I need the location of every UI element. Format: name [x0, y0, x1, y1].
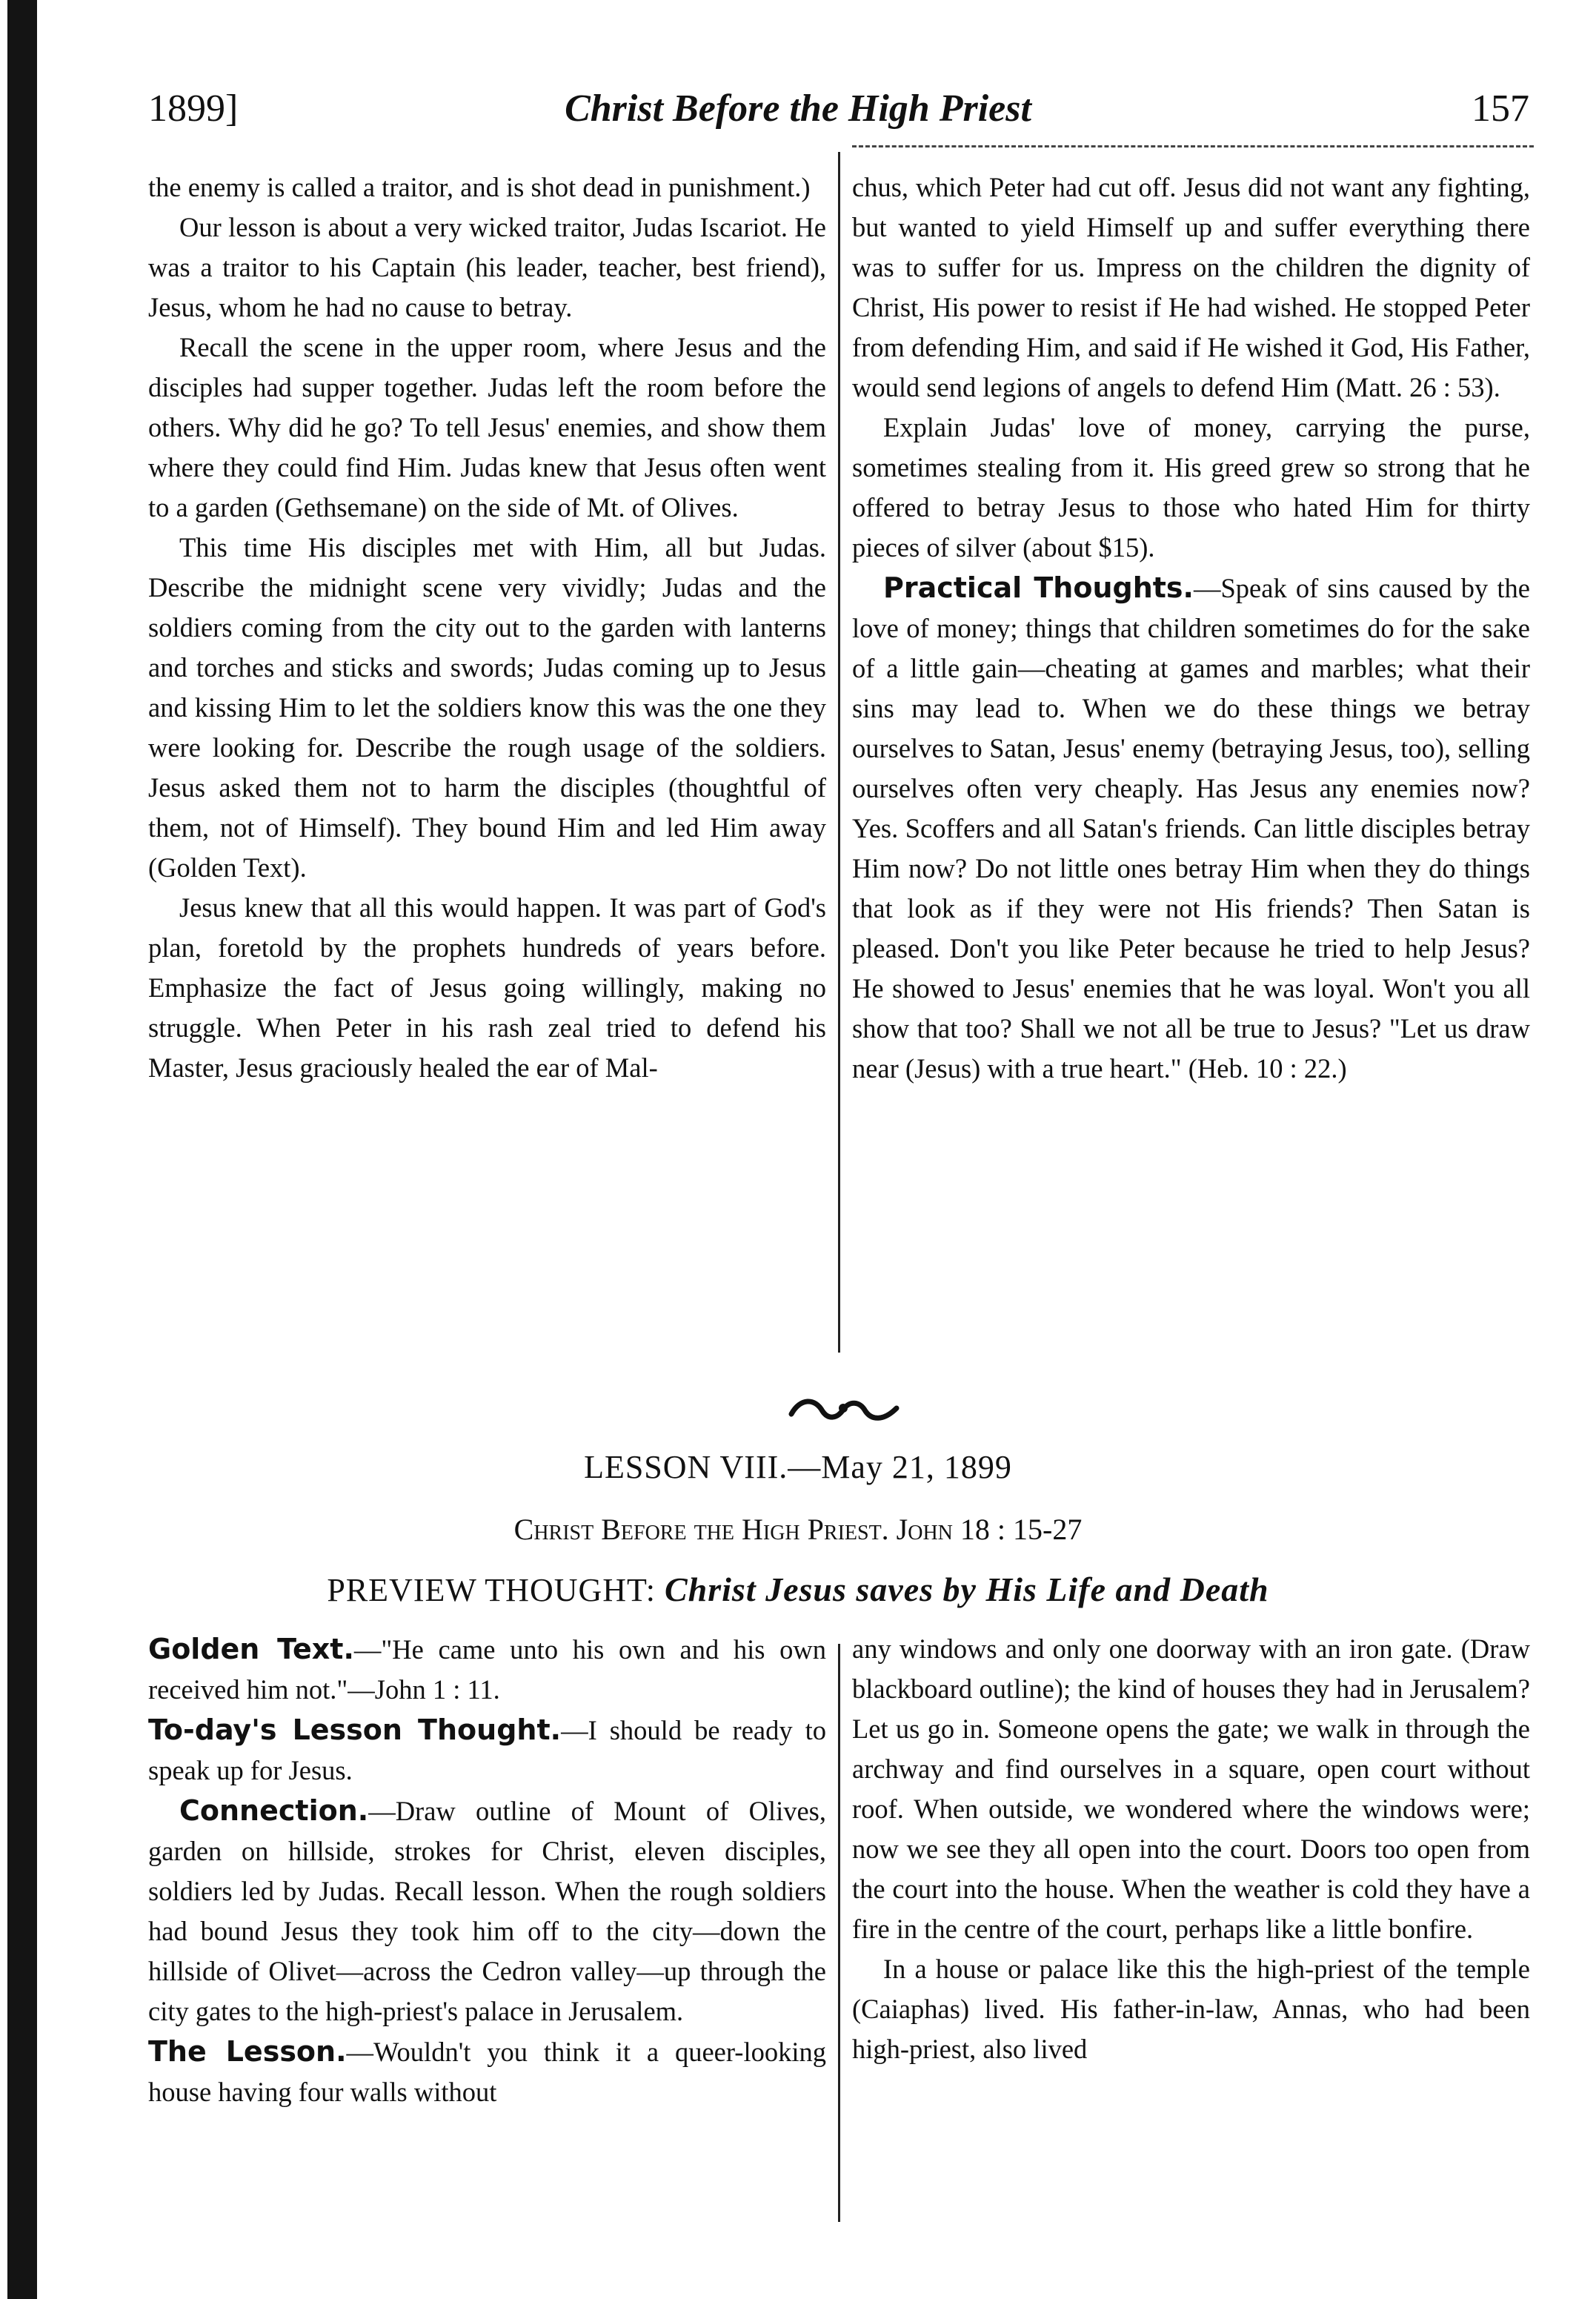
running-header-year: 1899] [148, 87, 239, 130]
paragraph: Our lesson is about a very wicked traitor, Judas Iscariot. He was a traitor to his Captain (his leader, teacher, best friend), Jesus, whom he had no cause to betray. [148, 212, 826, 322]
section-text: —Draw outline of Mount of Olives, garden on hillside, strokes for Christ, eleven disciples, soldiers led by Judas. Recall lesson. When the rough soldiers had bound Jesus they took him off to the city—down the hillside of Olivet—across the Cedron valley—up through the city gates to the high-priest's palace in Jerusalem. [148, 1796, 826, 2026]
paragraph: Explain Judas' love of money, carrying the purse, sometimes stealing from it. His greed grew so strong that he offered to betray Jesus to those who hated Him for thirty pieces of silver (about $15). [852, 412, 1530, 563]
paragraph [148, 1791, 826, 2031]
section-heading: To-day's Lesson Thought. [148, 1714, 562, 1746]
section-text: —Speak of sins caused by the love of money; things that children sometimes do for the sake of a little gain—cheating at games and marbles; what their sins may lead to. When we do these things we betray ourselves to Satan, Jesus' enemy (betraying Jesus, too), selling ourselves often very cheaply. Has Jesus any enemies now? Yes. Scoffers and all Satan's friends. Can little disciples betray Him now? Do not little ones betray Him when they do things that look as if they were not His friends? Then Satan is pleased. Don't you like Peter because he tried to help Jesus? He showed to Jesus' enemies that he was loyal. Won't you all show that too? Shall we not all be true to Jesus? "Let us draw near (Jesus) with a true heart." (Heb. 10 : 22.) [852, 573, 1530, 1084]
section-text: —I should be ready to speak up for Jesus. [148, 1715, 827, 1785]
section-text: —"He came unto his own and his own received him not."—John 1 : 11. [148, 1634, 827, 1705]
paragraph: In a house or palace like this the high-priest of the temple (Caiaphas) lived. His father-in-law, Annas, who had been high-priest, also lived [852, 1954, 1530, 2064]
paragraph: Jesus knew that all this would happen. It was part of God's plan, foretold by the prophets hundreds of years before. Emphasize the fact of Jesus going willingly, making no struggle. When Peter in his rash zeal tried to defend his Master, Jesus graciously healed the ear of Mal- [148, 892, 826, 1083]
lower-right-column [852, 1629, 1530, 2069]
paragraph [148, 1710, 826, 1791]
section-text: —Wouldn't you think it a queer-looking house having four walls without [148, 2037, 826, 2107]
section-heading: Connection. [179, 1794, 369, 1827]
paragraph: the enemy is called a traitor, and is shot dead in punishment.) [148, 172, 811, 202]
column-divider-upper [838, 152, 840, 1353]
preview-text: Christ Jesus saves by His Life and Death [664, 1570, 1269, 1608]
header-rule [852, 145, 1534, 147]
section-heading: Golden Text. [148, 1633, 354, 1665]
paragraph: This time His disciples met with Him, all but Judas. Describe the midnight scene very vividly; Judas and the soldiers coming from the city out to the garden with lanterns and torches and sticks and swords; Judas coming up to Jesus and kissing Him to let the soldiers know this was the one they were looking for. Describe the rough usage of the soldiers. Jesus asked them not to harm the disciples (thoughtful of them, not of Himself). They bound Him and led Him away (Golden Text). [148, 532, 826, 883]
upper-right-column [852, 167, 1530, 1089]
paragraph [148, 2031, 826, 2112]
running-header-title: Christ Before the High Priest [565, 87, 1031, 130]
ornament-divider-icon [785, 1392, 904, 1429]
preview-thought [0, 1565, 1596, 1615]
section-heading: Practical Thoughts. [883, 571, 1194, 604]
paragraph: any windows and only one doorway with an iron gate. (Draw blackboard outline); the kind of houses they had in Jerusalem? Let us go in. Someone opens the gate; we walk in through the archway and find ourselves in a square, open court without roof. When outside, we wondered where the windows were; now we see they all open into the court. Doors too open from the court into the house. When the weather is cold they have a fire in the centre of the court, perhaps like a little bonfire. [852, 1633, 1530, 1944]
book-binding-edge [7, 0, 37, 2299]
page-number: 157 [1472, 87, 1529, 130]
lower-left-column [148, 1629, 826, 2112]
paragraph [852, 568, 1530, 1089]
preview-label: PREVIEW THOUGHT: [327, 1572, 656, 1608]
lesson-title: LESSON VIII.—May 21, 1899 [584, 1449, 1012, 1485]
column-divider-lower [838, 1644, 840, 2222]
section-heading: The Lesson. [148, 2035, 347, 2068]
paragraph: chus, which Peter had cut off. Jesus did not want any fighting, but wanted to yield Himself up and suffer everything there was to suffer for us. Impress on the children the dignity of Christ, His power to resist if He had wished. He stopped Peter from defending Him, and said if He wished it God, His Father, would send legions of angels to defend Him (Matt. 26 : 53). [852, 172, 1530, 402]
paragraph [148, 1629, 826, 1710]
upper-left-column [148, 167, 826, 1088]
lesson-subtitle: Christ Before the High Priest. John 18 : 15-27 [513, 1513, 1083, 1546]
paragraph: Recall the scene in the upper room, where Jesus and the disciples had supper together. Judas left the room before the others. Why did he go? To tell Jesus' enemies, and show them where they could find Him. Judas knew that Jesus often went to a garden (Gethsemane) on the side of Mt. of Olives. [148, 332, 826, 522]
